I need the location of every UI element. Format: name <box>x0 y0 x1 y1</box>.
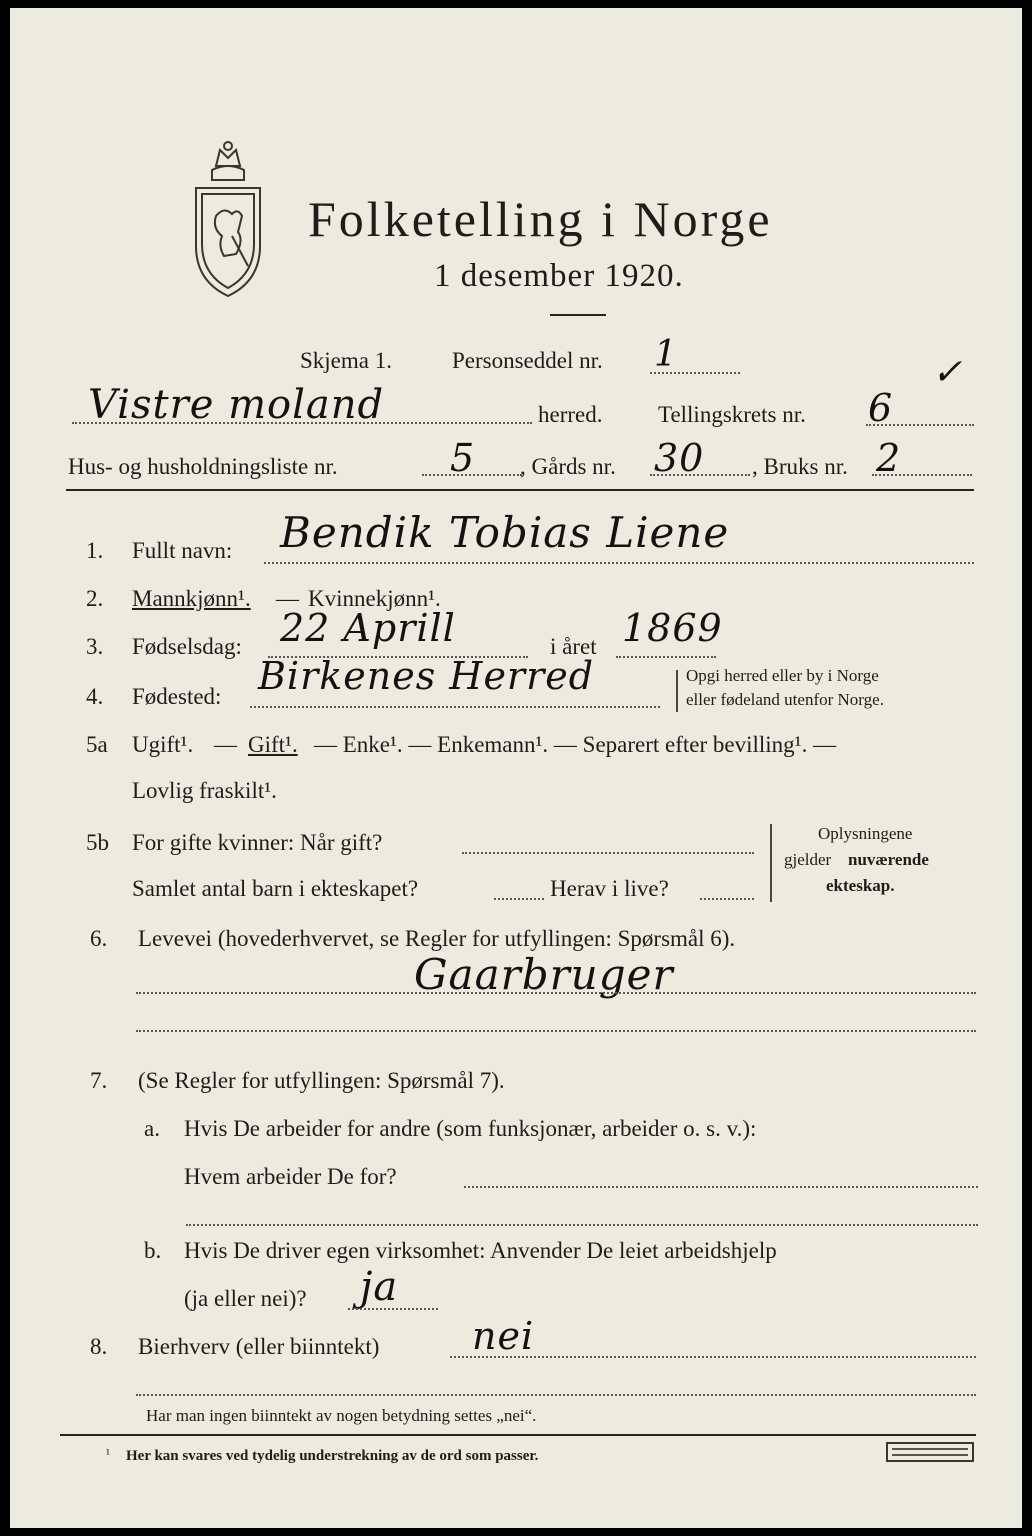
gards-value: 30 <box>654 436 705 480</box>
marital-gift-option: Gift¹. <box>248 732 298 757</box>
personseddel-label: Personseddel nr. <box>452 348 603 373</box>
marriage-note-line2b: nuværende <box>848 850 929 869</box>
children-count-line <box>494 898 544 900</box>
birthplace-value: Birkenes Herred <box>258 654 595 698</box>
q1-number: 1. <box>86 538 104 563</box>
tellingskrets-label: Tellingskrets nr. <box>658 402 806 427</box>
birthplace-line <box>250 706 660 708</box>
gards-line <box>650 474 750 476</box>
marital-dash: — <box>214 732 237 757</box>
herred-label: herred. <box>538 402 603 427</box>
occupation-line-2 <box>136 1030 976 1032</box>
q7-label: (Se Regler for utfyllingen: Spørsmål 7). <box>138 1068 505 1093</box>
tellingskrets-line <box>866 424 974 426</box>
sex-female-option: Kvinnekjønn¹. <box>308 586 441 611</box>
full-name-value: Bendik Tobias Liene <box>280 508 730 557</box>
birthplace-note-line1: Opgi herred eller by i Norge <box>686 666 879 685</box>
bruks-line <box>872 474 972 476</box>
occupation-value: Gaarbruger <box>414 950 674 999</box>
hired-help-value: ja <box>360 1264 399 1310</box>
q7b-letter: b. <box>144 1238 162 1263</box>
hus-line <box>422 474 522 476</box>
gards-label: , Gårds nr. <box>520 454 616 479</box>
herred-line <box>72 422 532 424</box>
children-alive-label: Herav i live? <box>550 876 669 901</box>
herred-value: Vistre moland <box>88 382 385 428</box>
side-income-note: Har man ingen biinntekt av nogen betydning settes „nei“. <box>146 1406 537 1425</box>
hus-label: Hus- og husholdningsliste nr. <box>68 454 338 479</box>
skjema-label: Skjema 1. <box>300 348 392 373</box>
title-divider <box>550 314 606 316</box>
married-when-label: For gifte kvinner: Når gift? <box>132 830 383 855</box>
year-label: i året <box>550 634 597 659</box>
side-income-label: Bierhverv (eller biinntekt) <box>138 1334 380 1359</box>
children-alive-line <box>700 898 754 900</box>
marriage-note-line3: ekteskap. <box>826 876 895 895</box>
personseddel-line <box>650 372 740 374</box>
marital-ugift-option: Ugift¹. <box>132 732 194 757</box>
q7-number: 7. <box>90 1068 108 1093</box>
married-when-line <box>462 852 754 854</box>
q7a-text: Hvis De arbeider for andre (som funksjonær, arbeider o. s. v.): <box>184 1116 757 1141</box>
hus-value: 5 <box>450 436 476 480</box>
hired-help-label: (ja eller nei)? <box>184 1286 307 1311</box>
occupation-label: Levevei (hovederhvervet, se Regler for utfyllingen: Spørsmål 6). <box>138 926 736 951</box>
side-income-line-1 <box>450 1356 976 1358</box>
q5b-number: 5b <box>86 830 109 855</box>
tellingskrets-value: 6 <box>868 386 894 430</box>
employer-line-2 <box>186 1224 978 1226</box>
occupation-line-1 <box>136 992 976 994</box>
marriage-note-line1: Oplysningene <box>818 824 913 843</box>
q7b-text: Hvis De driver egen virksomhet: Anvender De leiet arbeidshjelp <box>184 1238 777 1263</box>
employer-label: Hvem arbeider De for? <box>184 1164 397 1189</box>
q5a-number: 5a <box>86 732 108 757</box>
q4-number: 4. <box>86 684 104 709</box>
printer-stamp <box>886 1442 974 1462</box>
marital-divorced-option: Lovlig fraskilt¹. <box>132 778 277 803</box>
birth-year-line <box>616 656 716 658</box>
side-income-value: nei <box>472 1314 535 1358</box>
q3-label: Fødselsdag: <box>132 634 242 659</box>
full-name-line <box>264 562 974 564</box>
norway-coat-of-arms-icon <box>188 136 268 301</box>
footnote-text: Her kan svares ved tydelig understrekning av de ord som passer. <box>126 1448 539 1464</box>
bruks-label: , Bruks nr. <box>752 454 848 479</box>
page-title: Folketelling i Norge <box>308 191 773 247</box>
marriage-note-line2a: gjelder <box>784 850 832 869</box>
census-date: 1 desember 1920. <box>434 258 684 294</box>
bruks-value: 2 <box>876 436 902 480</box>
employer-line-1 <box>464 1186 978 1188</box>
census-form-page <box>10 8 1022 1528</box>
sex-separator: — <box>276 586 299 611</box>
q1-label: Fullt navn: <box>132 538 233 563</box>
footer-divider <box>60 1434 976 1436</box>
q8-number: 8. <box>90 1334 108 1359</box>
tick-mark: ✓ <box>932 352 964 393</box>
q3-number: 3. <box>86 634 104 659</box>
side-income-line-2 <box>136 1394 976 1396</box>
q6-number: 6. <box>90 926 108 951</box>
birthday-value: 22 Aprill <box>280 606 456 650</box>
q4-label: Fødested: <box>132 684 222 709</box>
children-count-label: Samlet antal barn i ekteskapet? <box>132 876 419 901</box>
section-divider <box>66 489 974 491</box>
birth-year-value: 1869 <box>622 606 723 650</box>
sex-male-option: Mannkjønn¹. <box>132 586 251 611</box>
footnote-number: ¹ <box>106 1446 110 1461</box>
marital-other-options: — Enke¹. — Enkemann¹. — Separert efter bevilling¹. — <box>314 732 837 757</box>
personseddel-value: 1 <box>654 334 678 375</box>
birthplace-note-brace <box>676 670 678 712</box>
q7a-letter: a. <box>144 1116 160 1141</box>
birthplace-note-line2: eller fødeland utenfor Norge. <box>686 690 884 709</box>
hired-help-line <box>348 1308 438 1310</box>
q2-number: 2. <box>86 586 104 611</box>
marriage-note-brace <box>770 824 772 902</box>
